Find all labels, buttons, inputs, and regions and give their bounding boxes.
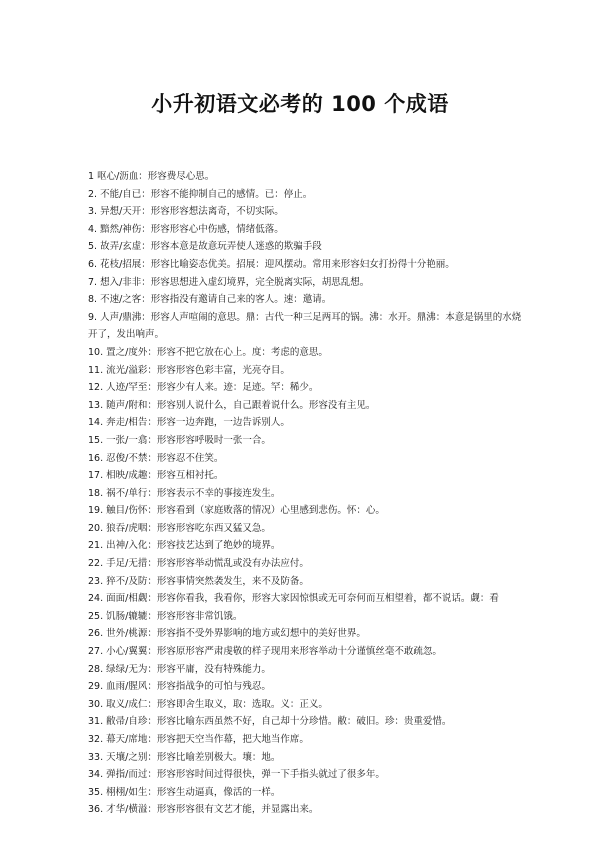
- idiom-entry: 17. 相映/成趣：形容互相衬托。: [88, 470, 224, 482]
- idiom-entry: 22. 手足/无措：形容形容举动慌乱或没有办法应付。: [88, 558, 309, 570]
- page-title: 小升初语文必考的 100 个成语: [151, 92, 449, 116]
- idiom-entry: 31. 敝帚/自珍：形容比喻东西虽然不好，自己却十分珍惜。敝：破旧。珍：贵重爱惜。: [88, 716, 452, 728]
- idiom-entry: 36. 才华/横溢：形容形容很有文艺才能，并显露出来。: [88, 804, 319, 816]
- idiom-entry: 25. 饥肠/辘辘：形容形容非常饥饿。: [88, 610, 243, 622]
- idiom-entry: 28. 绿绿/无为：形容平庸，没有特殊能力。: [88, 663, 271, 675]
- idiom-entry: 19. 触目/伤怀：形容看到（家庭败落的情况）心里感到悲伤。怀：心。: [88, 505, 385, 517]
- idiom-entry: 26. 世外/桃源：形容指不受外界影响的地方或幻想中的美好世界。: [88, 628, 366, 640]
- idiom-entry: 30. 取义/成仁：形容即舍生取义，取：选取。义：正义。: [88, 698, 328, 710]
- idiom-entry: 27. 小心/翼翼：形容原形容严肃虔敬的样子现用来形容举动十分谨慎丝毫不敢疏忽。: [88, 646, 442, 658]
- idiom-entry: 35. 栩栩/如生：形容生动逼真，像活的一样。: [88, 786, 281, 798]
- idiom-entry: 18. 祸不/单行：形容表示不幸的事接连发生。: [88, 487, 281, 499]
- idiom-entry: 23. 猝不/及防：形容事情突然袭发生，来不及防备。: [88, 575, 309, 587]
- idiom-entry: 10. 置之/度外：形容不把它放在心上。度：考虑的意思。: [88, 346, 328, 358]
- idiom-entry: 2. 不能/自已：形容不能抑制自己的感情。已：停止。: [88, 188, 313, 200]
- idiom-entry: 7. 想入/非非：形容思想进入虚幻境界，完全脱离实际，胡思乱想。: [88, 276, 370, 288]
- idiom-entry: 12. 人迹/罕至：形容少有人来。迹：足迹。罕：稀少。: [88, 382, 319, 394]
- idiom-entry: 8. 不速/之客：形容指没有邀请自己来的客人。速：邀请。: [88, 294, 332, 306]
- idiom-entry: 21. 出神/入化：形容技艺达到了绝妙的境界。: [88, 540, 281, 552]
- idiom-entry: 15. 一张/一翕：形容形容呼吸时一张一合。: [88, 434, 271, 446]
- idiom-entry: 1 呕心/沥血：形容费尽心思。: [88, 171, 215, 182]
- idiom-entry: 14. 奔走/相告：形容一边奔跑，一边告诉别人。: [88, 417, 290, 429]
- idiom-entry: 16. 忍俊/不禁：形容忍不住笑。: [88, 452, 224, 464]
- idiom-entry: 4. 黯然/神伤：形容形容心中伤感，情绪低落。: [88, 223, 284, 235]
- idiom-entry: 13. 随声/附和：形容别人说什么，自己跟着说什么。形容没有主见。: [88, 399, 376, 411]
- idiom-entry: 34. 弹指/而过：形容形容时间过得很快，弹一下手指头就过了很多年。: [88, 769, 385, 781]
- idiom-entry: 24. 面面/相觑：形容你看我，我看你，形容大家因惊惧或无可奈何而互相望着，都不说话。觑：看: [88, 593, 499, 605]
- idiom-list: [88, 168, 528, 819]
- idiom-entry: 3. 异想/天开：形容形容想法离奇，不切实际。: [88, 206, 284, 218]
- idiom-entry: 32. 幕天/席地：形容把天空当作幕，把大地当作席。: [88, 734, 309, 745]
- idiom-entry: 33. 天壤/之别：形容比喻差别极大。壤：地。: [88, 751, 281, 763]
- idiom-entry: 9. 人声/鼎沸：形容人声喧闹的意思。鼎：古代一种三足两耳的锅。沸：水开。鼎沸：本意是锅里的水烧开了，发出响声。: [88, 311, 522, 341]
- idiom-entry: 11. 流光/溢彩：形容形容色彩丰富，光亮夺目。: [88, 364, 290, 376]
- idiom-entry: 6. 花枝/招展：形容比喻姿态优美。招展：迎风摆动。常用来形容妇女打扮得十分艳丽。: [88, 258, 455, 270]
- idiom-entry: 20. 狼吞/虎咽：形容形容吃东西又猛又急。: [88, 522, 271, 534]
- idiom-entry: 29. 血雨/腥风：形容指战争的可怕与残忍。: [88, 681, 271, 693]
- idiom-entry: 5. 故弄/玄虚：形容本意是故意玩弄使人迷惑的欺骗手段: [88, 241, 322, 253]
